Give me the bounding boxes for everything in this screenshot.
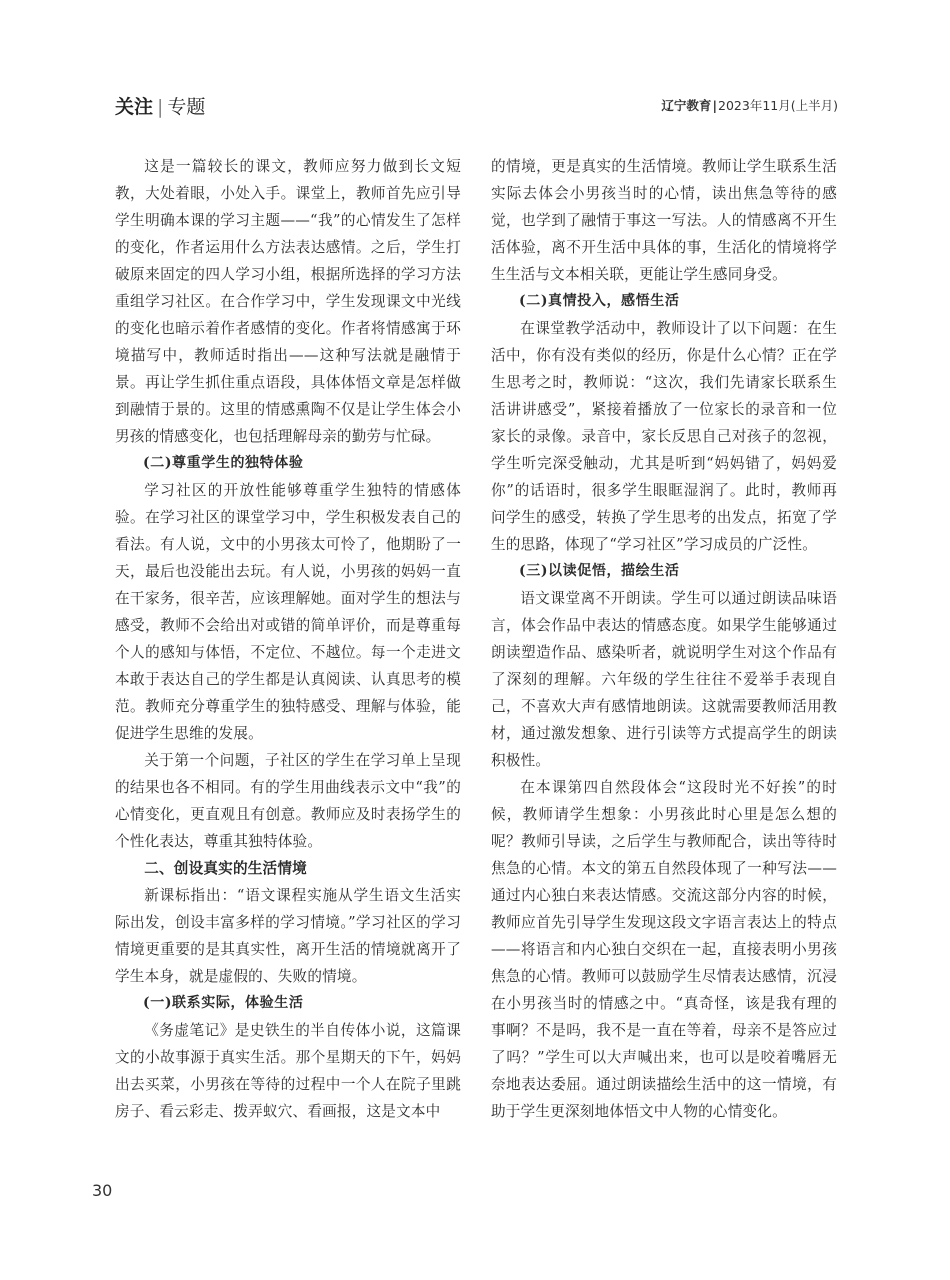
journal-separator: | [712,98,718,113]
section-title: 关注 [115,96,154,118]
paragraph: 《务虚笔记》是史铁生的半自传体小说，这篇课文的小故事源于真实生活。那个星期天的下午，妈妈出去买菜，小男孩在等待的过程中一个人在院子里跳房子、看云彩走、拨弄蚁穴、看画报，这是文本中 [115,1022,461,1120]
header-separator: | [157,96,164,118]
right-column [491,153,837,1125]
section-heading: 二、创设真实的生活情境 [144,860,307,877]
journal-name: 辽宁教育 [661,98,712,113]
page-number: 30 [92,1181,113,1200]
left-column [115,153,461,1125]
subsection-heading: (二)真情投入，感悟生活 [519,293,680,309]
paragraph: 新课标指出：“语文课程实施从学生语文生活实际出发，创设丰富多样的学习情境。”学习社区的学习情境更重要的是其真实性，离开生活的情境就离开了学生本身，就是虚假的、失败的情境。 [115,887,461,985]
subsection-heading: (一)联系实际，体验生活 [143,995,304,1011]
paragraph: 这是一篇较长的课文，教师应努力做到长文短教，大处着眼，小处入手。课堂上，教师首先应引导学生明确本课的学习主题——“我”的心情发生了怎样的变化，作者运用什么方法表达感情。之后，学生打破原来固定的四人学习小组，根据所选择的学习方法重组学习社区。在合作学习中，学生发现课文中光线的变化也暗示着作者感情的变化。作者将情感寓于环境描写中，教师适时指出——这种写法就是融情于景。再让学生抓住重点语段，具体体悟文章是怎样做到融情于景的。这里的情感熏陶不仅是让学生体会小男孩的情感变化，也包括理解母亲的勤劳与忙碌。 [115,158,461,445]
running-header-section [115,92,205,119]
paragraph: 在课堂教学活动中，教师设计了以下问题：在生活中，你有没有类似的经历，你是什么心情？正在学生思考之时，教师说：“这次，我们先请家长联系生活讲讲感受”，紧接着播放了一位家长的录音和一位家长的录像。录音中，家长反思自己对孩子的忽视，学生听完深受触动，尤其是听到“妈妈错了，妈妈爱你”的话语时，很多学生眼眶湿润了。此时，教师再问学生的感受，转换了学生思考的出发点，拓宽了学生的思路，体现了“学习社区”学习成员的广泛性。 [491,320,837,553]
subsection-heading: (三)以读促悟，描绘生活 [519,563,680,579]
paragraph: 学习社区的开放性能够尊重学生独特的情感体验。在学习社区的课堂学习中，学生积极发表自己的看法。有人说，文中的小男孩太可怜了，他期盼了一天，最后也没能出去玩。有人说，小男孩的妈妈一直在干家务，很辛苦，应该理解她。面对学生的想法与感受，教师不会给出对或错的简单评价，而是尊重每个人的感知与体悟，不定位、不越位。每一个走进文本敢于表达自己的学生都是认真阅读、认真思考的模范。教师充分尊重学生的独特感受、理解与体验，能促进学生思维的发展。 [115,482,461,742]
paragraph: 在本课第四自然段体会“这段时光不好挨”的时候，教师请学生想象：小男孩此时心里是怎么想的呢？教师引导读，之后学生与教师配合，读出等待时焦急的心情。本文的第五自然段体现了一种写法——通过内心独白来表达情感。交流这部分内容的时候，教师应首先引导学生发现这段文字语言表达上的特点——将语言和内心独白交织在一起，直接表明小男孩焦急的心情。教师可以鼓励学生尽情表达感情，沉浸在小男孩当时的情感之中。“真奇怪，该是我有理的事啊？不是吗，我不是一直在等着，母亲不是答应过了吗？”学生可以大声喊出来，也可以是咬着嘴唇无奈地表达委屈。通过朗读描绘生活中的这一情境，有助于学生更深刻地体悟文中人物的心情变化。 [491,779,837,1120]
subsection-title: 专题 [167,96,206,118]
paragraph: 关于第一个问题，子社区的学生在学习单上呈现的结果也各不相同。有的学生用曲线表示文中“我”的心情变化，更直观且有创意。教师应及时表扬学生的个性化表达，尊重其独特体验。 [115,752,461,850]
issue-date: 2023年11月(上半月) [718,98,838,113]
running-header-journal [661,96,838,114]
subsection-heading: (二)尊重学生的独特体验 [143,455,304,471]
paragraph-continued: 的情境，更是真实的生活情境。教师让学生联系生活实际去体会小男孩当时的心情，读出焦急等待的感觉，也学到了融情于事这一写法。人的情感离不开生活体验，离不开生活中具体的事，生活化的情境将学生生活与文本相关联，更能让学生感同身受。 [491,158,837,283]
paragraph: 语文课堂离不开朗读。学生可以通过朗读品味语言，体会作品中表达的情感态度。如果学生能够通过朗读塑造作品、感染听者，就说明学生对这个作品有了深刻的理解。六年级的学生往往不爱举手表现自己，不喜欢大声有感情地朗读。这就需要教师活用教材，通过激发想象、进行引读等方式提高学生的朗读积极性。 [491,590,837,769]
